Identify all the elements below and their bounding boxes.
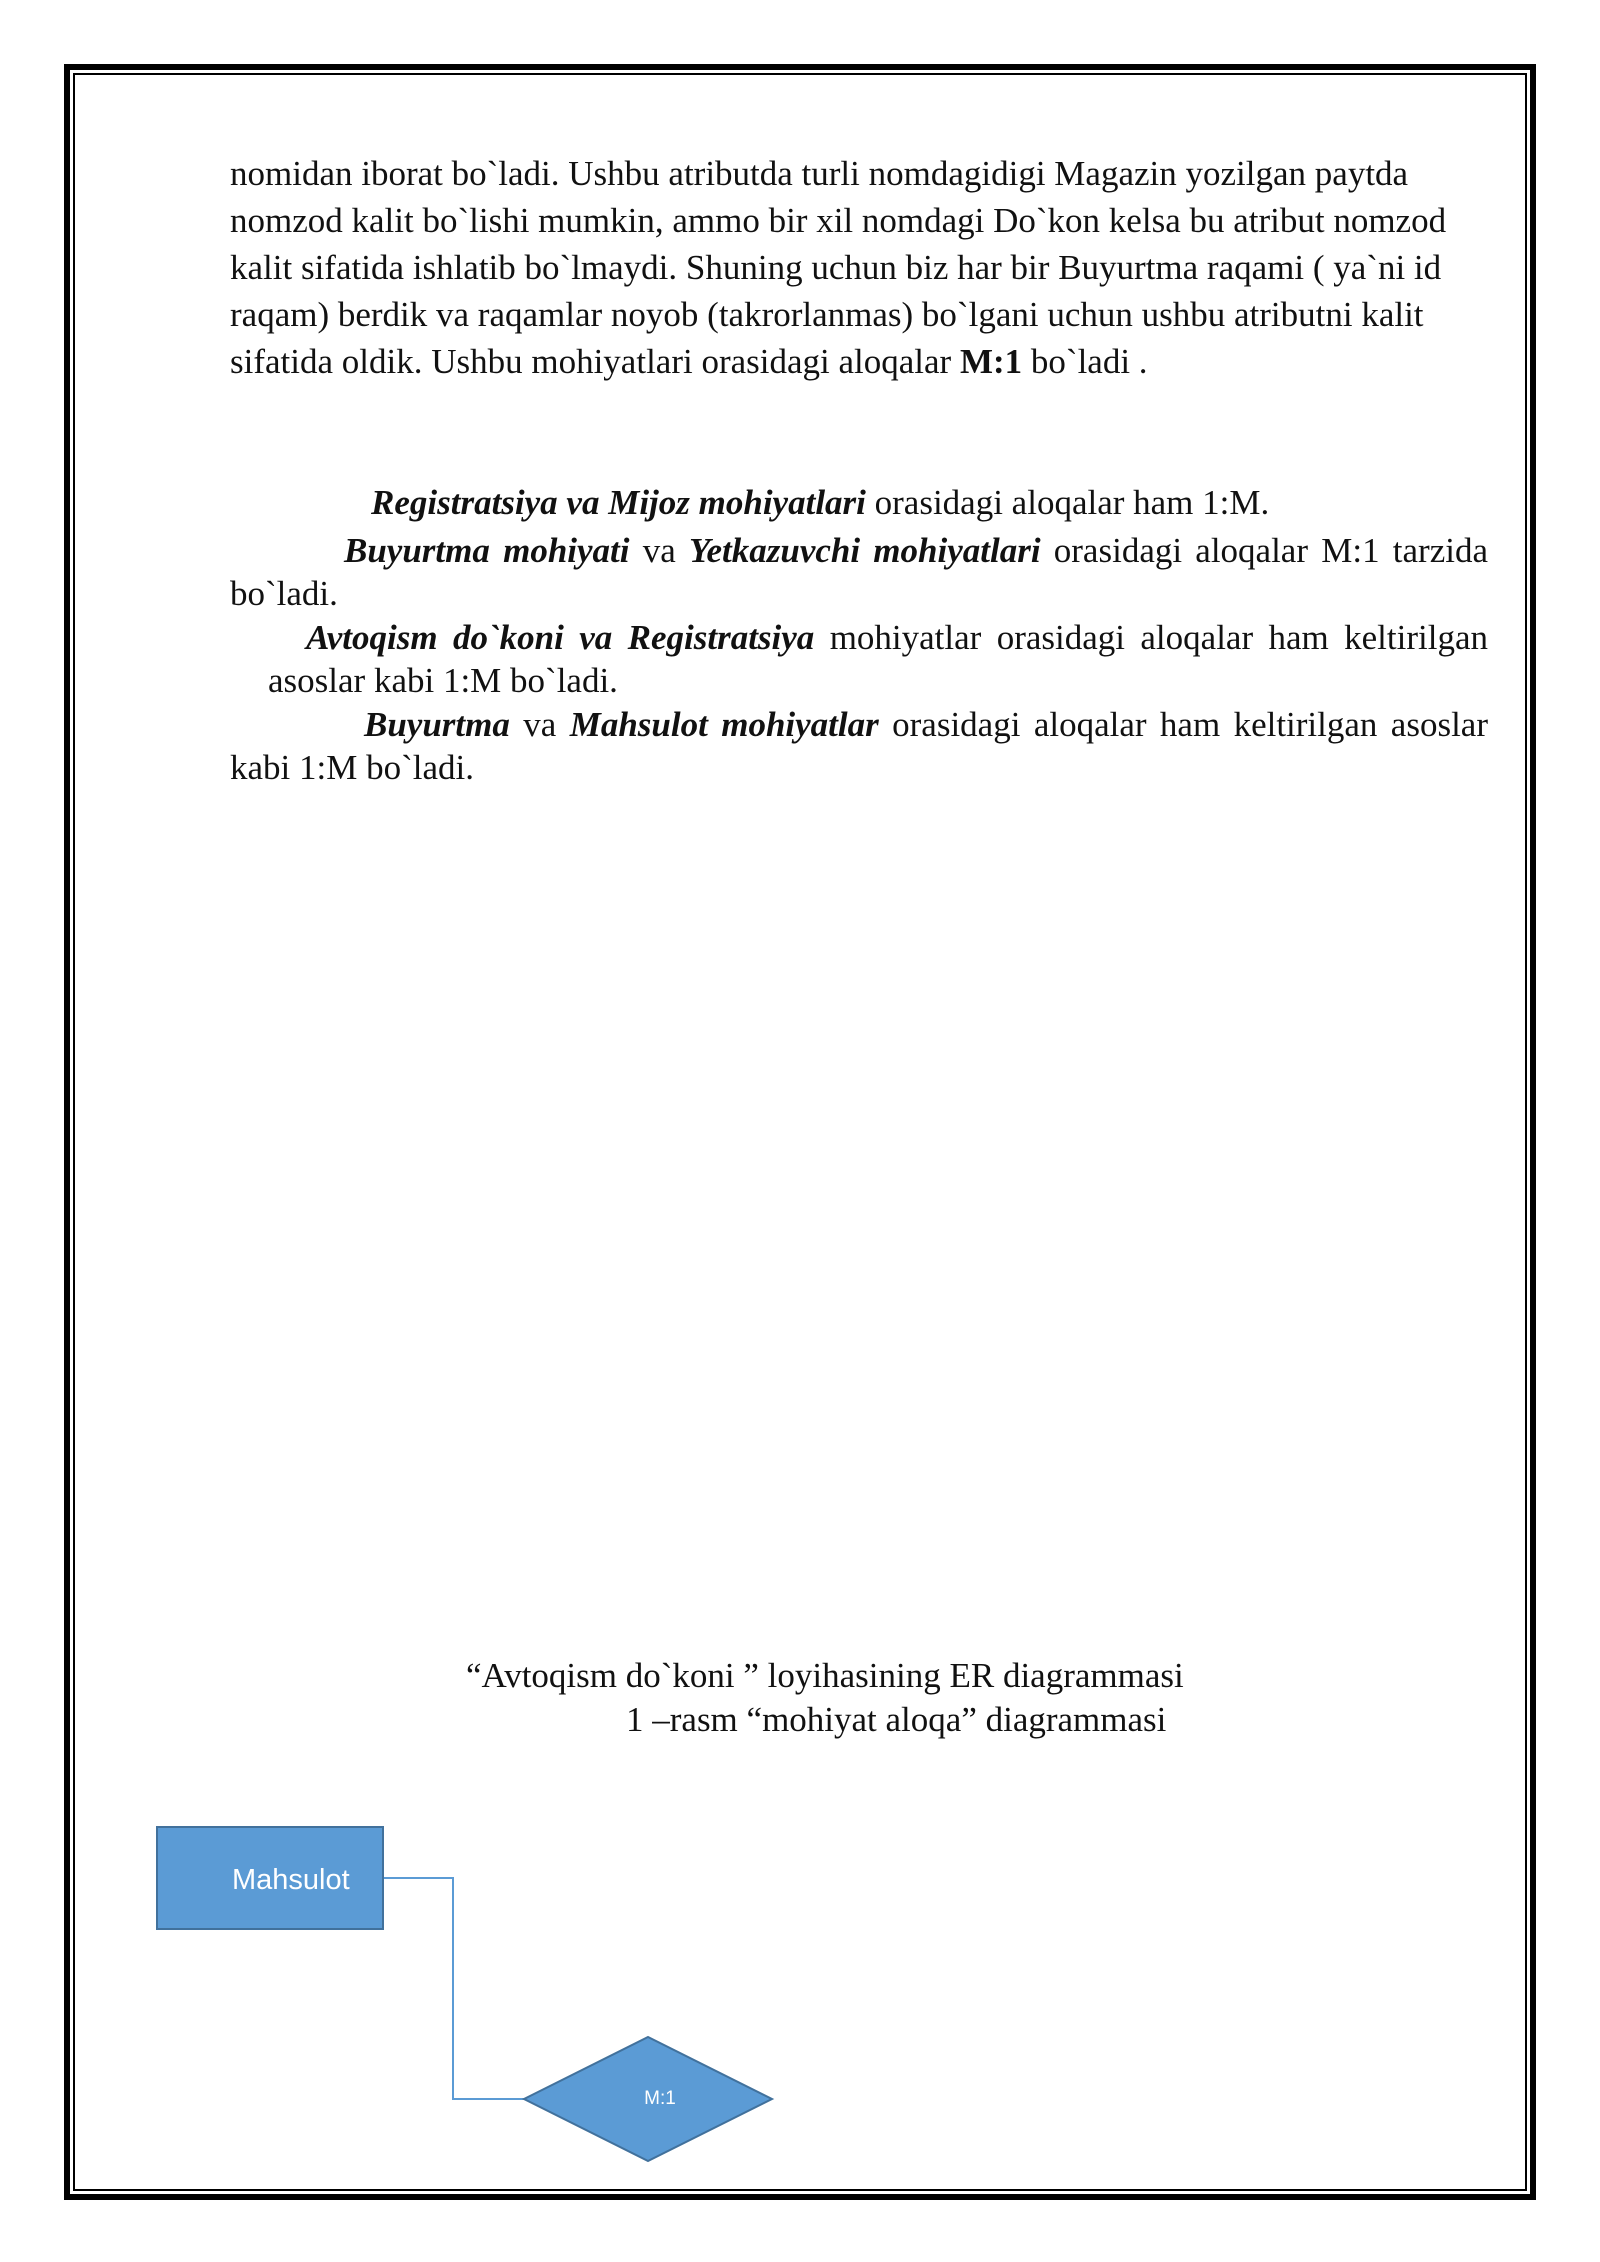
relation-1-text: orasidagi aloqalar ham 1:M. — [865, 483, 1270, 522]
relation-2-entity-a: Buyurtma mohiyati — [344, 531, 630, 570]
relation-1-entities: Registratsiya va Mijoz mohiyatlari — [371, 483, 866, 522]
relation-3-entities: Avtoqism do`koni va Registratsiya — [306, 618, 815, 657]
entity-mahsulot — [156, 1826, 384, 1930]
relation-2-conj: va — [629, 531, 689, 570]
paragraph-intro-text: nomidan iborat bo`ladi. Ushbu atributda turli nomdagidigi Magazin yozilgan paytda nomzod kalit bo`lishi mumkin, ammo bir xil nomdagi Do`kon kelsa bu atribut nomzod kalit sifatida ishlatib bo`lmaydi. Shuning uchun biz har bir Buyurtma raqami ( ya`ni id raqam) berdik va raqamlar noyob (takrorlanmas) bo`lgani uchun ushbu atributni kalit sifatida oldik. Ushbu mohiyatlari orasidagi aloqalar — [230, 154, 1447, 381]
figure-caption-title: “Avtoqism do`koni ” loyihasining ER diagrammasi — [466, 1656, 1184, 1695]
connector-line — [384, 1878, 524, 2099]
relationship-label: M:1 — [644, 2088, 676, 2109]
relation-4-entity-b: Mahsulot mohiyatlar — [569, 705, 879, 744]
figure-caption-number: 1 –rasm “mohiyat aloqa” diagrammasi — [626, 1700, 1167, 1739]
relation-2-text: orasidagi aloqalar M:1 tarzida bo`ladi. — [230, 531, 1488, 613]
relation-4-conj: va — [509, 705, 570, 744]
relation-4-entity-a: Buyurtma — [364, 705, 510, 744]
entity-mahsulot-label: Mahsulot — [232, 1864, 350, 1896]
relation-3-text: mohiyatlar orasidagi aloqalar ham keltirilgan asoslar kabi 1:M bo`ladi. — [268, 618, 1488, 700]
paragraph-intro-bold: M:1 — [959, 342, 1023, 381]
relation-4-text: orasidagi aloqalar ham keltirilgan asoslar kabi 1:M bo`ladi. — [230, 705, 1488, 787]
relation-2-entity-b: Yetkazuvchi mohiyatlari — [688, 531, 1041, 570]
paragraph-intro-tail: bo`ladi . — [1022, 342, 1148, 381]
